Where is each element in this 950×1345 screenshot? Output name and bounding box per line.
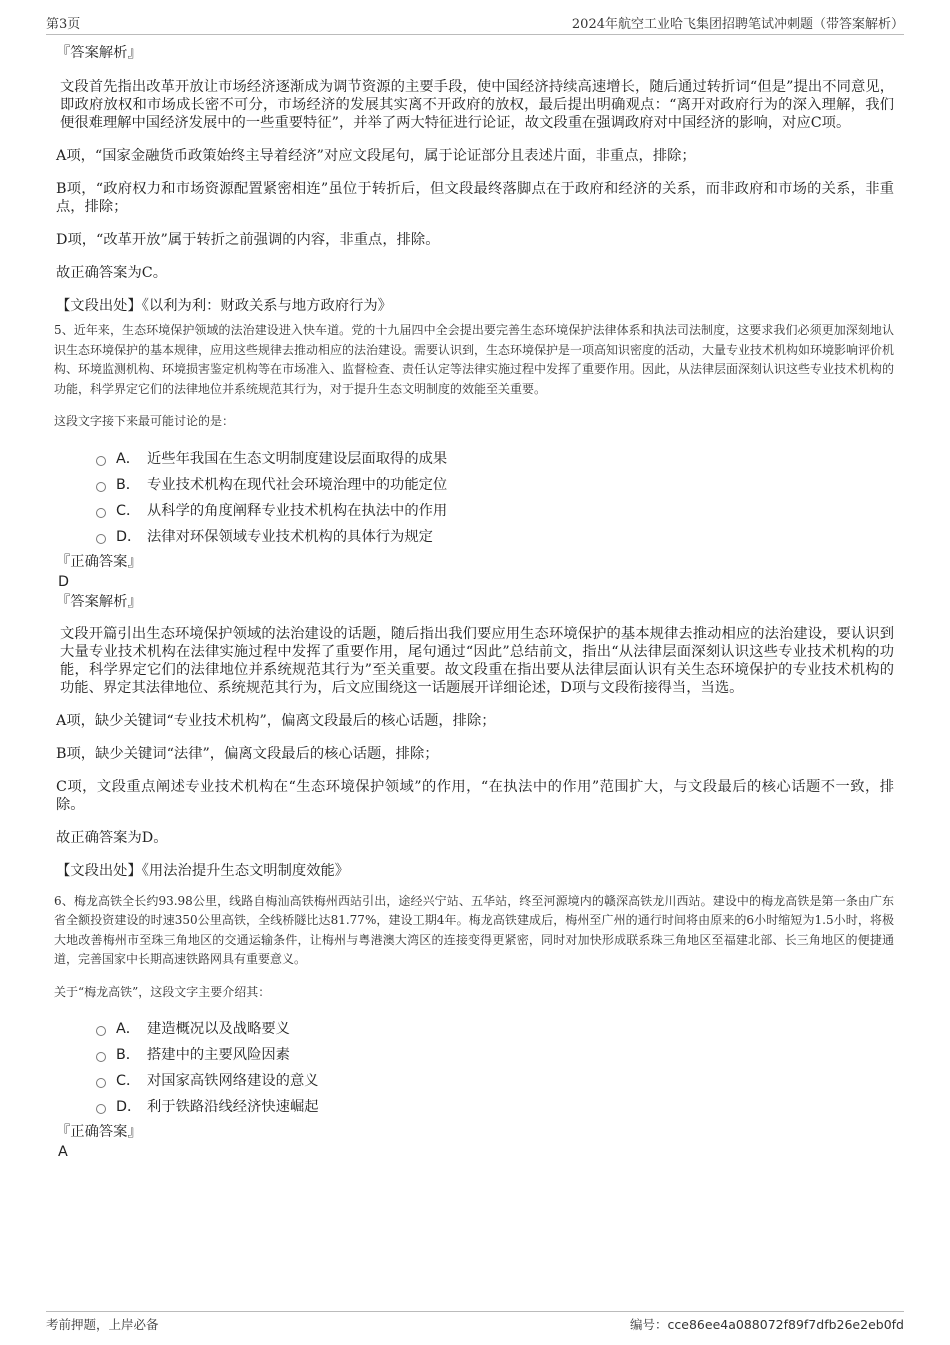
analysis-label: 『答案解析』 — [56, 593, 142, 610]
page-footer — [46, 1311, 904, 1333]
page-header — [46, 14, 904, 35]
option-item[interactable]: D． 利于铁路沿线经济快速崛起 — [56, 1093, 894, 1119]
option-item[interactable]: D． 法律对环保领域专业技术机构的具体行为规定 — [56, 523, 894, 549]
answer-value: A — [58, 1144, 68, 1160]
source-citation: 【文段出处】《用法治提升生态文明制度效能》 — [56, 862, 350, 879]
answer-value: D — [58, 573, 70, 590]
option-list — [56, 445, 894, 549]
option-item[interactable]: C． 对国家高铁网络建设的意义 — [56, 1067, 894, 1093]
source-citation: 【文段出处】《以利为利：财政关系与地方政府行为》 — [56, 298, 392, 314]
answer-label: 『正确答案』 — [56, 553, 142, 570]
option-item[interactable]: A． 建造概况以及战略要义 — [56, 1015, 894, 1041]
option-item[interactable]: A． 近些年我国在生态文明制度建设层面取得的成果 — [56, 445, 894, 471]
answer-conclusion: 故正确答案为D。 — [56, 829, 168, 846]
radio-icon[interactable] — [96, 1026, 106, 1036]
question-stem: 5、近年来，生态环境保护领域的法治建设进入快车道。党的十九届四中全会提出要完善生态环境保护法律体系和执法司法制度，这要求我们必须更加深刻地认识生态环境保护的基本规律，应用这些规律去推动相应的法治建设。需要认识到，生态环境保护是一项高知识密度的活动，大量专业技术机构如环境影响评价机构、环境监测机构、环境损害鉴定机构等在市场准入、监督检查、责任认定等法律实施过程中发挥了重要作用。因此，从法律层面深刻认识这些专业技术机构的功能，科学界定它们的法律地位并系统规范其行为，对于提升生态文明制度的效能至关重要。 — [54, 323, 895, 396]
analysis-option-d: D项，“改革开放”属于转折之前强调的内容，非重点，排除。 — [56, 232, 440, 248]
radio-icon[interactable] — [96, 1104, 106, 1114]
radio-icon[interactable] — [96, 534, 106, 544]
answer-label: 『正确答案』 — [56, 1124, 142, 1140]
analysis-option-b: B项，缺少关键词“法律”，偏离文段最后的核心话题，排除； — [56, 745, 439, 762]
analysis-option-a: A项，缺少关键词“专业技术机构”，偏离文段最后的核心话题，排除； — [56, 712, 496, 729]
page-number: 第3页 — [46, 17, 81, 32]
document-id-value: cce86ee4a088072f89f7dfb26e2eb0fd — [667, 1317, 904, 1332]
analysis-label: 『答案解析』 — [56, 45, 142, 61]
question-stem: 6、梅龙高铁全长约93.98公里，线路自梅汕高铁梅州西站引出，途经兴宁站、五华站，终至河源境内的赣深高铁龙川西站。建设中的梅龙高铁是第一条由广东省全额投资建设的时速350公里高铁，全线桥隧比达81.77%，建设工期4年。梅龙高铁建成后，梅州至广州的通行时间将由原来的6小时缩短为1.5小时，将极大地改善梅州市至珠三角地区的交通运输条件，让梅州与粤港澳大湾区的连接变得更紧密，同时对加快形成联系珠三角地区至福建北部、长三角地区的便捷通道，完善国家中长期高速铁路网具有重要意义。 — [54, 893, 894, 966]
document-id-label: 编号： — [630, 1317, 668, 1332]
question-prompt: 这段文字接下来最可能讨论的是： — [54, 414, 235, 428]
document-title: 2024年航空工业哈飞集团招聘笔试冲刺题（带答案解析） — [571, 17, 904, 32]
radio-icon[interactable] — [96, 1052, 106, 1062]
page-content — [56, 44, 894, 1161]
radio-icon[interactable] — [96, 1078, 106, 1088]
option-item[interactable]: B． 搭建中的主要风险因素 — [56, 1041, 894, 1067]
option-list — [56, 1015, 894, 1119]
analysis-option-b: B项，“政府权力和市场资源配置紧密相连”虽位于转折后，但文段最终落脚点在于政府和经济的关系，而非政府和市场的关系，非重点，排除； — [56, 181, 894, 215]
analysis-option-c: C项，文段重点阐述专业技术机构在“生态环境保护领域”的作用，“在执法中的作用”范围扩大，与文段最后的核心话题不一致，排除。 — [56, 778, 894, 813]
option-item[interactable]: C． 从科学的角度阐释专业技术机构在执法中的作用 — [56, 497, 894, 523]
option-item[interactable]: B． 专业技术机构在现代社会环境治理中的功能定位 — [56, 471, 894, 497]
analysis-text: 文段首先指出改革开放让市场经济逐渐成为调节资源的主要手段，使中国经济持续高速增长，随后通过转折词“但是”提出不同意见，即政府放权和市场成长密不可分，市场经济的发展其实离不开政府的放权，最后提出明确观点：“离开对政府行为的深入理解，我们便很难理解中国经济发展中的一些重要特征”，并举了两大特征进行论证，故文段重在强调政府对中国经济的影响，对应C项。 — [60, 79, 894, 131]
footer-slogan: 考前押题，上岸必备 — [46, 1317, 159, 1332]
answer-conclusion: 故正确答案为C。 — [56, 265, 168, 281]
radio-icon[interactable] — [96, 482, 106, 492]
analysis-option-a: A项，“国家金融货币政策始终主导着经济”对应文段尾句，属于论证部分且表述片面，非重点，排除； — [56, 148, 696, 164]
document-id — [630, 1315, 904, 1333]
radio-icon[interactable] — [96, 456, 106, 466]
question-prompt: 关于“梅龙高铁”，这段文字主要介绍其： — [54, 984, 271, 999]
analysis-text: 文段开篇引出生态环境保护领域的法治建设的话题，随后指出我们要应用生态环境保护的基本规律去推动相应的法治建设，要认识到大量专业技术机构在法律实施过程中发挥了重要作用，尾句通过“因此”总结前文，指出“从法律层面深刻认识这些专业技术机构的功能，科学界定它们的法律地位并系统规范其行为”至关重要。故文段重在指出要从法律层面认识有关生态环境保护的专业技术机构的功能、界定其法律地位、系统规范其行为，后文应围绕这一话题展开详细论述，D项与文段衔接得当，当选。 — [60, 625, 894, 696]
radio-icon[interactable] — [96, 508, 106, 518]
